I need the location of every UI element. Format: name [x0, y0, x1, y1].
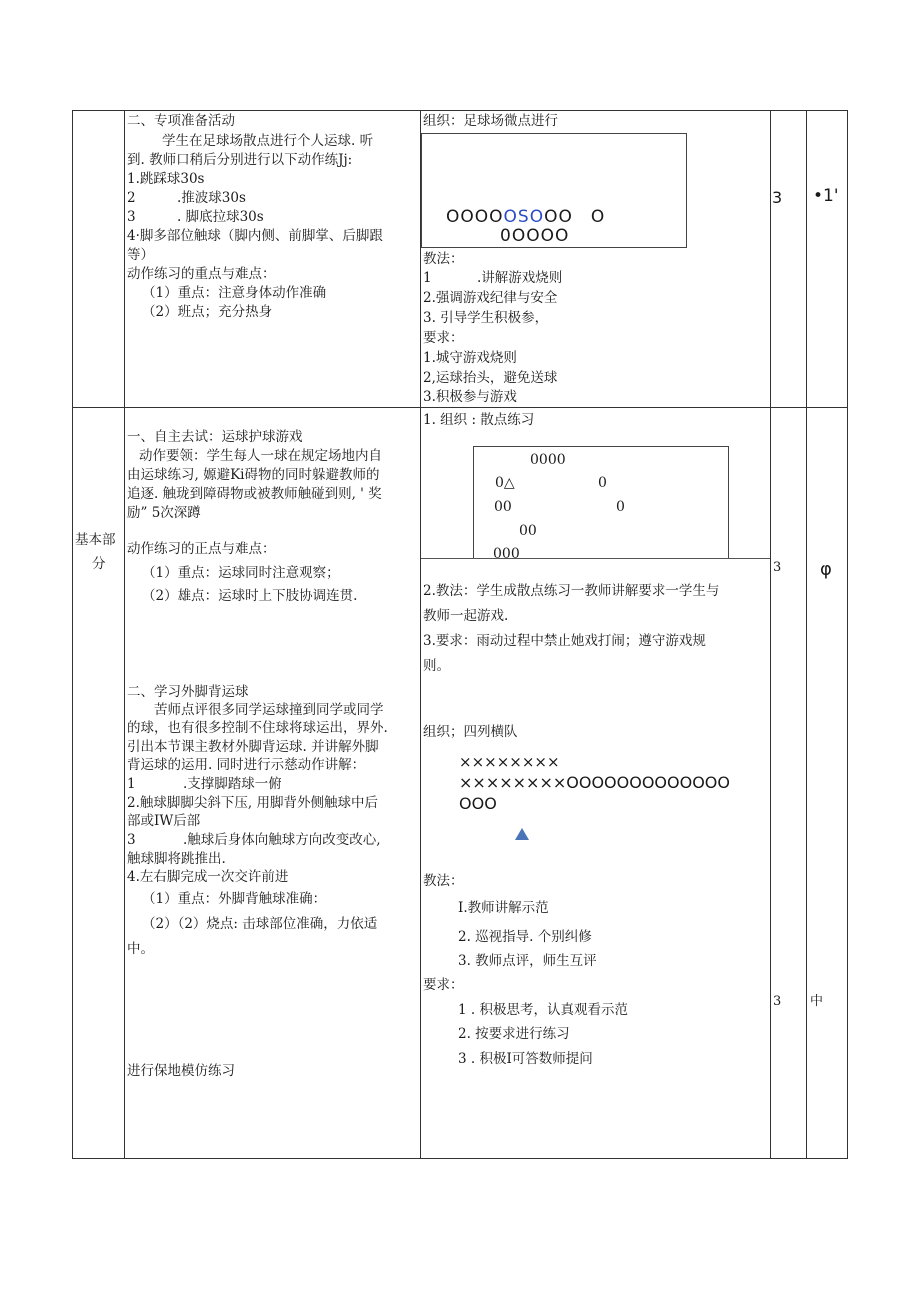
- skill-method-2: 2. 巡视指导. 个别纠修: [458, 929, 592, 945]
- skill-step3-line2: 触球脚将跳推出.: [127, 851, 226, 867]
- row1-req-title: 要求：: [423, 330, 464, 346]
- table-left-border: [72, 110, 73, 1159]
- skill-method-3: 3. 教师点评，师生互评: [458, 953, 597, 969]
- game-heading: 一、自主去试：运球护球游戏: [127, 429, 303, 445]
- field-formation-c: OO: [544, 207, 573, 227]
- skill-req-1: 1 . 积极思考，认真观看示范: [458, 1002, 628, 1018]
- skill-para-1: 苦师点评很多同学运球撞到同学或同学: [154, 702, 384, 718]
- row1-intensity: •1': [813, 186, 839, 206]
- row1-item3-text: . 脚底拉球30s: [177, 209, 264, 225]
- skill-req-title: 要求：: [423, 977, 464, 993]
- skill-step4: 4.左右脚完成一次交许前进: [127, 869, 289, 885]
- field-formation-a: OOOO: [446, 207, 504, 227]
- skill-count: 3: [773, 994, 782, 1009]
- skill-para-3: 引出本节课主教材外脚背运球. 并讲解外脚: [127, 739, 379, 755]
- column-divider-3: [770, 110, 771, 1159]
- row1-item2-num: 2: [127, 190, 136, 206]
- game-req-line3: 追逐. 触珑到障碍物或被教师触碰到则, ' 奖: [127, 486, 382, 502]
- game-org-title: 1. 组织 : 散点练习: [423, 412, 535, 428]
- skill-method-1: I.教师讲解示范: [458, 900, 549, 916]
- row1-intro-line1: 学生在足球场散点进行个人运球. 听: [162, 133, 374, 149]
- skill-method-title: 教法：: [423, 873, 464, 889]
- row1-item3-num: 3: [127, 209, 136, 225]
- row1-org-title: 组织：足球场微点进行: [423, 113, 558, 129]
- skill-focus-2: （2）（2）烧点: 击球部位准确，力依适: [142, 916, 378, 932]
- skill-para-2: 的球，也有很多控制不住球将球运出，界外.: [127, 720, 388, 736]
- scatter-dots-5: 000: [493, 546, 520, 558]
- row1-item4-line1: 4·脚多部位触球（脚内侧、前脚掌、后脚跟: [127, 228, 383, 244]
- row1-intro-line2: 到. 教师口稍后分别进行以下动作练Jj:: [127, 152, 353, 168]
- field-formation-row2: 0OOOO: [500, 226, 570, 246]
- game-req-line4: 励” 5次深蹲: [127, 505, 201, 521]
- game-count: 3: [773, 560, 782, 575]
- game-focus-2: （2）雄点：运球时上下肢协调连贯.: [142, 588, 358, 604]
- row1-item4-line2: 等）: [127, 247, 154, 263]
- formation-line-1: ××××××××: [459, 753, 560, 771]
- field-formation-row1: [446, 207, 605, 227]
- table-right-border: [847, 110, 848, 1159]
- column-divider-2: [420, 110, 421, 1159]
- field-formation-b: OSO: [503, 207, 545, 227]
- game-org-divider: [421, 558, 770, 559]
- row1-method-2: 2.强调游戏纪律与安全: [423, 290, 558, 306]
- row1-focus-1: （1）重点：注意身体动作准确: [142, 285, 327, 301]
- scatter-dots-2b: 0: [598, 475, 607, 491]
- game-focus-title: 动作练习的正点与难点：: [127, 541, 276, 557]
- table-bottom-border: [72, 1158, 848, 1159]
- section-label-line1: 基本部: [75, 532, 116, 548]
- game-focus-1: （1）重点：运球同时注意观察；: [142, 565, 340, 581]
- game-req-line2-org: 则。: [423, 658, 450, 674]
- row1-item2-text: .推波球30s: [177, 190, 246, 206]
- row1-method-3: 3. 引导学生积极参，: [423, 310, 549, 326]
- skill-step1-text: .支撑脚踏球一俯: [183, 776, 282, 792]
- skill-org-title: 组织；四列横队: [423, 724, 518, 740]
- row1-item1: 1.跳踩球30s: [127, 171, 205, 187]
- skill-step3-text: .触球后身体向触球方向改变改心,: [183, 832, 381, 848]
- row1-focus-2: （2）班点；充分热身: [142, 304, 273, 320]
- column-divider-4: [806, 110, 807, 1159]
- formation-line-2: ××××××××OOOOOOOOOOOOO: [459, 773, 730, 792]
- skill-step2-line2: 部或IW后部: [127, 813, 201, 829]
- row1-focus-title: 动作练习的重点与难点：: [127, 266, 276, 282]
- scatter-dots-1: 0000: [530, 452, 566, 468]
- row1-req-1: 1.城守游戏烧则: [423, 350, 517, 366]
- field-formation-d: O: [590, 207, 606, 227]
- skill-focus-2-line2: 中。: [127, 941, 154, 957]
- skill-practice: 进行保地模仿练习: [127, 1063, 235, 1079]
- column-divider-1: [124, 110, 125, 1159]
- teacher-triangle-icon: [514, 827, 530, 841]
- row1-req-2: 2,运球抬头，避免送球: [423, 370, 558, 386]
- game-method-line1: 2.教法：学生成散点练习一教师讲解要求一学生与: [423, 583, 720, 599]
- skill-step1-num: 1: [127, 776, 136, 792]
- row1-method-title: 教法：: [423, 251, 464, 267]
- skill-focus-1: （1）重点：外脚背触球准确：: [142, 891, 327, 907]
- skill-para-4: 背运球的运用. 同时进行示慈动作讲解：: [127, 757, 366, 773]
- formation-line-3: OOO: [459, 794, 497, 813]
- game-req-line1: 动作要领：学生每人一球在规定场地内自: [139, 448, 382, 464]
- scatter-dots-2a: 0△: [495, 475, 515, 491]
- skill-step2-line1: 2.触球脚脚尖斜下压, 用脚背外侧触球中后: [127, 795, 378, 811]
- scatter-dots-3a: 00: [494, 499, 512, 515]
- game-method-line2: 教师一起游戏.: [423, 608, 509, 624]
- section-label-line2: 分: [92, 556, 106, 572]
- row1-count: 3: [772, 188, 783, 207]
- game-req-line2: 由运球练习, 嫄避Ki碍物的同时躲避教师的: [127, 467, 380, 483]
- row1-req-3: 3.积极参与游戏: [423, 389, 517, 405]
- game-req-line1-org: 3.要求：雨动过程中禁止她戏打闹；遵守游戏规: [423, 633, 706, 649]
- row-divider: [72, 407, 848, 408]
- skill-intensity: 中: [810, 994, 824, 1009]
- row1-heading: 二、专项准备活动: [127, 113, 235, 129]
- game-intensity: φ: [820, 559, 832, 580]
- skill-step3-num: 3: [127, 832, 136, 848]
- skill-req-2: 2. 按要求进行练习: [458, 1026, 570, 1042]
- row1-method-1-text: .讲解游戏烧则: [477, 270, 563, 286]
- skill-req-3: 3 . 积极I可答数师提问: [458, 1051, 593, 1067]
- skill-heading: 二、学习外脚背运球: [127, 684, 249, 700]
- scatter-dots-4: 00: [519, 523, 537, 539]
- scatter-dots-3b: 0: [616, 499, 625, 515]
- row1-method-1-num: 1: [423, 270, 432, 286]
